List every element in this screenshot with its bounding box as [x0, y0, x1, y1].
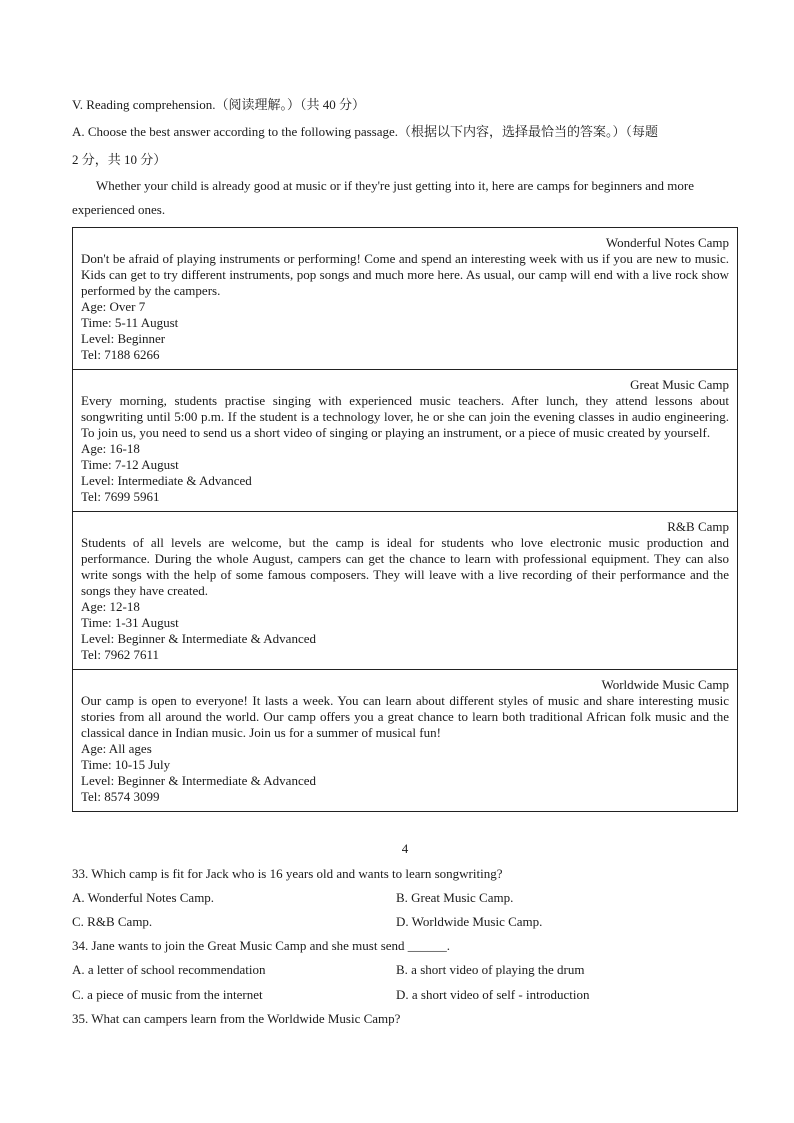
passage-intro: Whether your child is already good at music or if they're just getting into it, here are camps for beginners and more experienced ones. — [72, 178, 694, 217]
camp-rnb — [73, 512, 737, 670]
camp-level: Level: Beginner & Intermediate & Advanced — [81, 773, 316, 788]
question-33-stem: 33. Which camp is fit for Jack who is 16 years old and wants to learn songwriting? — [72, 866, 503, 881]
camp-worldwide-music — [73, 670, 737, 811]
camp-tel: Tel: 7188 6266 — [81, 347, 160, 362]
question-34-stem: 34. Jane wants to join the Great Music Camp and she must send ______. — [72, 938, 451, 953]
question-34-option-b: B. a short video of playing the drum — [396, 962, 585, 977]
camp-age: Age: All ages — [81, 741, 152, 756]
page-number: 4 — [401, 841, 409, 856]
camp-level: Level: Beginner — [81, 331, 166, 346]
camp-tel: Tel: 7962 7611 — [81, 647, 160, 662]
camp-tel: Tel: 7699 5961 — [81, 489, 160, 504]
part-a-instruction-line2: 2 分，共 10 分） — [72, 152, 167, 167]
question-35-stem: 35. What can campers learn from the Worldwide Music Camp? — [72, 1011, 401, 1026]
camp-time: Time: 7-12 August — [81, 457, 179, 472]
camp-description: Our camp is open to everyone! It lasts a week. You can learn about different styles of music and share interesting music stories from all around the world. Our camp offers you a great chance to learn both traditional African folk music and the classical dance in Indian music. Join us for a summer of musical fun! — [81, 693, 729, 740]
question-33-option-c: C. R&B Camp. — [72, 914, 153, 929]
camp-wonderful-notes — [73, 228, 737, 370]
question-34-option-a: A. a letter of school recommendation — [72, 962, 266, 977]
camp-level: Level: Intermediate & Advanced — [81, 473, 252, 488]
question-34-option-d: D. a short video of self - introduction — [396, 987, 590, 1002]
camp-age: Age: Over 7 — [81, 299, 146, 314]
question-33-option-a: A. Wonderful Notes Camp. — [72, 890, 215, 905]
camp-tel: Tel: 8574 3099 — [81, 789, 160, 804]
camps-table — [72, 227, 738, 812]
camp-great-music — [73, 370, 737, 512]
camp-time: Time: 1-31 August — [81, 615, 179, 630]
section-heading: V. Reading comprehension.（阅读理解。）（共 40 分） — [72, 97, 365, 112]
camp-description: Every morning, students practise singing with experienced music teachers. After lunch, they attend lessons about songwriting until 5:00 p.m. If the student is a technology lover, he or she can join the evening classes in audio engineering. To join us, you need to send us a short video of singing or playing an instrument, or a piece of music created by yourself. — [81, 393, 729, 440]
camp-name: R&B Camp — [667, 519, 729, 534]
camp-name: Worldwide Music Camp — [601, 677, 729, 692]
camp-time: Time: 5-11 August — [81, 315, 179, 330]
camp-name: Wonderful Notes Camp — [605, 235, 729, 250]
camp-description: Students of all levels are welcome, but the camp is ideal for students who love electronic music production and performance. During the whole August, campers can get the chance to learn with professional equipment. They can also write songs with the help of some famous composers. They will leave with a live recording of their performance and the songs they have created. — [81, 535, 729, 598]
camp-age: Age: 12-18 — [81, 599, 140, 614]
question-34-option-c: C. a piece of music from the internet — [72, 987, 263, 1002]
question-33-option-b: B. Great Music Camp. — [396, 890, 514, 905]
camp-age: Age: 16-18 — [81, 441, 140, 456]
camp-level: Level: Beginner & Intermediate & Advanced — [81, 631, 316, 646]
part-a-instruction-line1: A. Choose the best answer according to the following passage.（根据以下内容，选择最恰当的答案。）（每题 — [72, 124, 659, 139]
question-33-option-d: D. Worldwide Music Camp. — [396, 914, 543, 929]
camp-name: Great Music Camp — [630, 377, 729, 392]
camp-description: Don't be afraid of playing instruments or performing! Come and spend an interesting week with us if you are new to music. Kids can get to try different instruments, pop songs and much more here. As usual, our camp will end with a live rock show performed by the campers. — [81, 251, 729, 298]
camp-time: Time: 10-15 July — [81, 757, 171, 772]
